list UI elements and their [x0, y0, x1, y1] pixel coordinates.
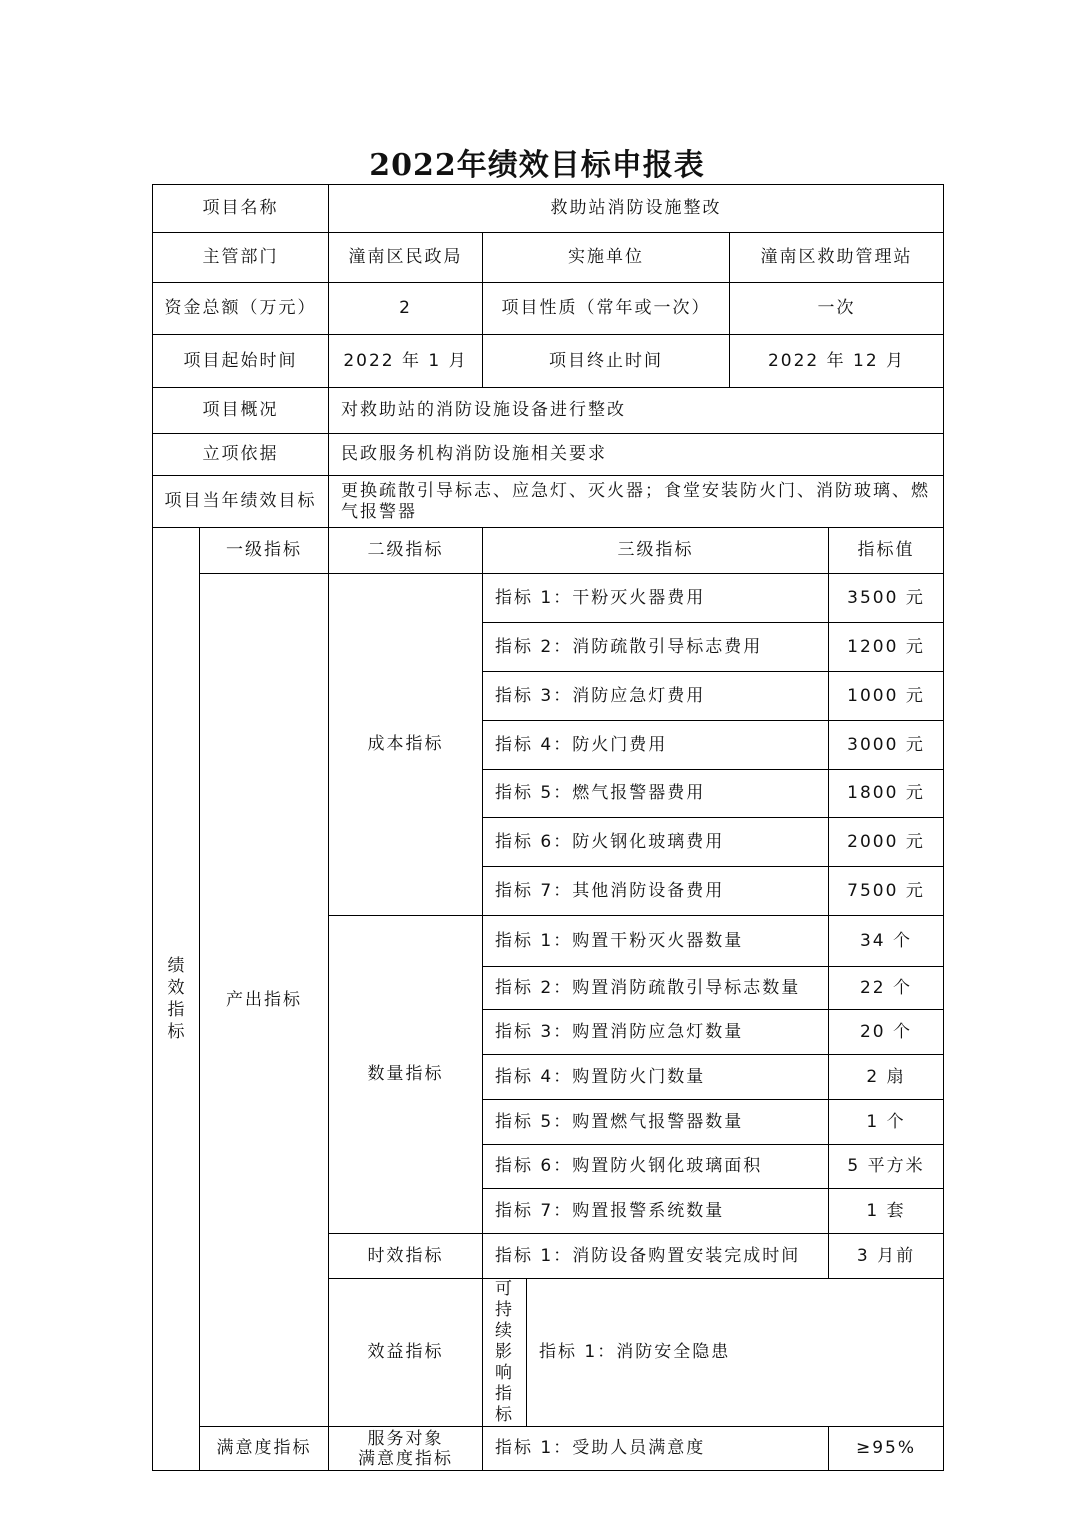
- cost-label: 成本指标: [329, 574, 483, 916]
- row-basis: [153, 434, 944, 476]
- fund-label: 资金总额（万元）: [153, 283, 329, 335]
- qty-item-name: 指标 4：购置防火门数量: [483, 1055, 829, 1100]
- unit-label: 实施单位: [483, 233, 730, 283]
- overview-label: 项目概况: [153, 388, 329, 434]
- benefit-label: 效益指标: [329, 1279, 483, 1427]
- qty-item-name: 指标 5：购置燃气报警器数量: [483, 1100, 829, 1145]
- qty-item-name: 指标 3：购置消防应急灯数量: [483, 1010, 829, 1055]
- row-dept: [153, 233, 944, 283]
- basis-value: 民政服务机构消防设施相关要求: [329, 434, 944, 476]
- table-row: [153, 574, 944, 623]
- sustain-item-name: 指标 1：消防安全隐患: [527, 1279, 944, 1427]
- cost-item-name: 指标 1：干粉灭火器费用: [483, 574, 829, 623]
- basis-label: 立项依据: [153, 434, 329, 476]
- service-label: [329, 1427, 483, 1471]
- sustain-label: 可持续影响指标: [483, 1279, 527, 1427]
- qty-item-name: 指标 6：购置防火钢化玻璃面积: [483, 1145, 829, 1189]
- end-value: 2022 年 12 月: [730, 335, 944, 388]
- row-fund: [153, 283, 944, 335]
- page-title: 2022年绩效目标申报表: [369, 148, 705, 183]
- cost-item-value: 1800 元: [829, 770, 944, 818]
- cost-item-value: 7500 元: [829, 867, 944, 916]
- cost-item-name: 指标 7：其他消防设备费用: [483, 867, 829, 916]
- service-label-line2: 满意度指标: [358, 1448, 453, 1469]
- head-level3: 三级指标: [483, 528, 829, 574]
- qty-item-value: 2 扇: [829, 1055, 944, 1100]
- performance-form-table: [152, 184, 944, 1471]
- cost-item-value: 1000 元: [829, 672, 944, 721]
- qty-item-name: 指标 1：购置干粉灭火器数量: [483, 916, 829, 967]
- overview-value: 对救助站的消防设施设备进行整改: [329, 388, 944, 434]
- qty-label: 数量指标: [329, 916, 483, 1234]
- start-label: 项目起始时间: [153, 335, 329, 388]
- goal-label: 项目当年绩效目标: [153, 476, 329, 528]
- qty-item-value: 1 套: [829, 1189, 944, 1234]
- row-goal: [153, 476, 944, 528]
- qty-item-value: 22 个: [829, 967, 944, 1010]
- row-project-name: [153, 185, 944, 233]
- qty-item-value: 5 平方米: [829, 1145, 944, 1189]
- fund-value: 2: [329, 283, 483, 335]
- project-name-value: 救助站消防设施整改: [329, 185, 944, 233]
- head-level2: 二级指标: [329, 528, 483, 574]
- dept-value: 潼南区民政局: [329, 233, 483, 283]
- perf-section-label: [153, 528, 200, 1471]
- row-indicator-header: [153, 528, 944, 574]
- cost-item-value: 3500 元: [829, 574, 944, 623]
- satisfaction-label: 满意度指标: [200, 1427, 329, 1471]
- time-item-name: 指标 1：消防设备购置安装完成时间: [483, 1234, 829, 1279]
- time-item-value: 3 月前: [829, 1234, 944, 1279]
- service-item-name: 指标 1：受助人员满意度: [483, 1427, 829, 1471]
- goal-value: 更换疏散引导标志、应急灯、灭火器；食堂安装防火门、消防玻璃、燃气报警器: [329, 476, 944, 528]
- project-name-label: 项目名称: [153, 185, 329, 233]
- cost-item-name: 指标 2：消防疏散引导标志费用: [483, 623, 829, 672]
- cost-item-value: 1200 元: [829, 623, 944, 672]
- cost-item-value: 2000 元: [829, 818, 944, 867]
- head-value: 指标值: [829, 528, 944, 574]
- start-value: 2022 年 1 月: [329, 335, 483, 388]
- perf-section-text: 绩效指标: [167, 956, 185, 1042]
- table-row: [153, 1427, 944, 1471]
- time-label: 时效指标: [329, 1234, 483, 1279]
- qty-item-value: 34 个: [829, 916, 944, 967]
- output-label: 产出指标: [200, 574, 329, 1427]
- cost-item-name: 指标 6：防火钢化玻璃费用: [483, 818, 829, 867]
- unit-value: 潼南区救助管理站: [730, 233, 944, 283]
- row-overview: [153, 388, 944, 434]
- row-time: [153, 335, 944, 388]
- nature-value: 一次: [730, 283, 944, 335]
- head-level1: 一级指标: [200, 528, 329, 574]
- qty-item-value: 20 个: [829, 1010, 944, 1055]
- service-label-line1: 服务对象: [367, 1428, 444, 1449]
- qty-item-name: 指标 7：购置报警系统数量: [483, 1189, 829, 1234]
- cost-item-name: 指标 4：防火门费用: [483, 721, 829, 770]
- cost-item-name: 指标 5：燃气报警器费用: [483, 770, 829, 818]
- end-label: 项目终止时间: [483, 335, 730, 388]
- qty-item-value: 1 个: [829, 1100, 944, 1145]
- service-item-value: ≥95%: [829, 1427, 944, 1471]
- qty-item-name: 指标 2：购置消防疏散引导标志数量: [483, 967, 829, 1010]
- dept-label: 主管部门: [153, 233, 329, 283]
- cost-item-value: 3000 元: [829, 721, 944, 770]
- cost-item-name: 指标 3：消防应急灯费用: [483, 672, 829, 721]
- nature-label: 项目性质（常年或一次）: [483, 283, 730, 335]
